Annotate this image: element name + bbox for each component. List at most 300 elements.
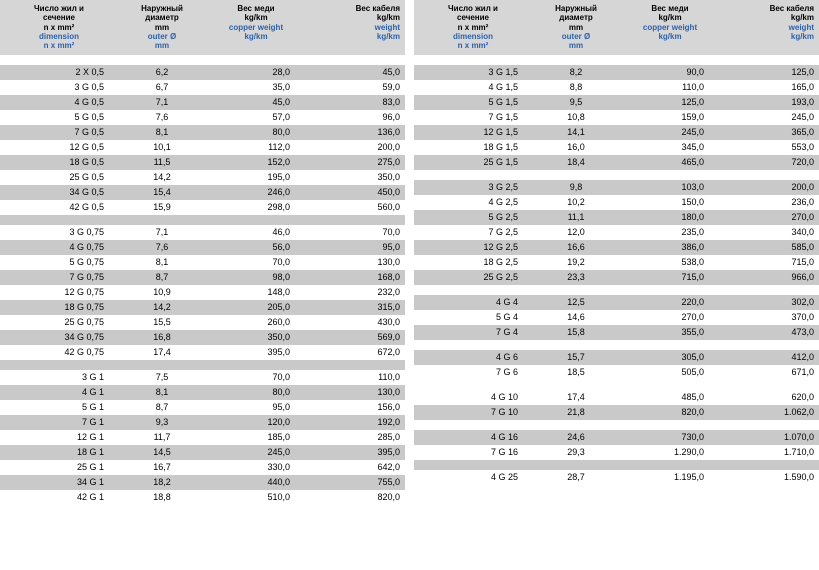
cell-dimension: 7 G 0,75: [0, 270, 118, 285]
cell-dimension: 3 G 1,5: [414, 65, 532, 80]
cell-copper-weight: 1.195,0: [620, 470, 720, 485]
cell-dimension: 12 G 1: [0, 430, 118, 445]
cell-cable-weight: 671,0: [720, 365, 819, 380]
cell-dimension: 5 G 1,5: [414, 95, 532, 110]
spacer-cell: [0, 215, 405, 225]
table-row: [414, 110, 819, 125]
cell-copper-weight: 195,0: [206, 170, 306, 185]
cell-outer-diameter: 6,2: [118, 65, 206, 80]
table-row: [414, 155, 819, 170]
header-cell-copper-weight: [206, 0, 306, 55]
cell-cable-weight: 553,0: [720, 140, 819, 155]
cell-copper-weight: 159,0: [620, 110, 720, 125]
table-row: [414, 270, 819, 285]
cell-dimension: 3 G 0,5: [0, 80, 118, 95]
cell-copper-weight: 305,0: [620, 350, 720, 365]
cell-dimension: 7 G 4: [414, 325, 532, 340]
cell-copper-weight: 56,0: [206, 240, 306, 255]
cell-copper-weight: 185,0: [206, 430, 306, 445]
header-row: [0, 0, 405, 55]
table-row: [0, 330, 405, 345]
cell-outer-diameter: 14,2: [118, 300, 206, 315]
cell-outer-diameter: 8,1: [118, 125, 206, 140]
left-table-block: [0, 0, 405, 570]
cell-copper-weight: 35,0: [206, 80, 306, 95]
table-row: [414, 295, 819, 310]
header-ru-line-2: сечение: [457, 13, 489, 23]
cell-cable-weight: 130,0: [306, 385, 405, 400]
cell-cable-weight: 720,0: [720, 155, 819, 170]
cell-dimension: 4 G 16: [414, 430, 532, 445]
cell-copper-weight: 90,0: [620, 65, 720, 80]
cell-dimension: 25 G 1,5: [414, 155, 532, 170]
cell-outer-diameter: 16,8: [118, 330, 206, 345]
header-cell-cable-weight: [720, 0, 819, 55]
cell-dimension: 34 G 0,5: [0, 185, 118, 200]
cell-cable-weight: 59,0: [306, 80, 405, 95]
header-cell-dimension: [414, 0, 532, 55]
cell-outer-diameter: 15,8: [532, 325, 620, 340]
cell-copper-weight: 45,0: [206, 95, 306, 110]
cell-dimension: 4 G 0,5: [0, 95, 118, 110]
cell-dimension: 2 X 0,5: [0, 65, 118, 80]
cell-dimension: 5 G 1: [0, 400, 118, 415]
header-en-line-1: weight: [374, 22, 400, 32]
cell-cable-weight: 560,0: [306, 200, 405, 215]
cell-outer-diameter: 18,8: [118, 490, 206, 505]
cell-copper-weight: 112,0: [206, 140, 306, 155]
cell-cable-weight: 270,0: [720, 210, 819, 225]
table-row: [414, 470, 819, 485]
cell-outer-diameter: 9,8: [532, 180, 620, 195]
cell-copper-weight: 485,0: [620, 390, 720, 405]
cell-outer-diameter: 11,5: [118, 155, 206, 170]
cell-cable-weight: 755,0: [306, 475, 405, 490]
table-header-left: [0, 0, 405, 55]
cell-dimension: 18 G 2,5: [414, 255, 532, 270]
header-ru-line-1: Наружный: [555, 4, 597, 13]
cell-outer-diameter: 29,3: [532, 445, 620, 460]
table-row: [0, 140, 405, 155]
cell-dimension: 7 G 0,5: [0, 125, 118, 140]
cell-dimension: 5 G 0,75: [0, 255, 118, 270]
cell-copper-weight: 120,0: [206, 415, 306, 430]
cell-outer-diameter: 12,0: [532, 225, 620, 240]
table-row: [0, 345, 405, 360]
header-en-line-1: outer Ø: [147, 31, 177, 41]
cell-cable-weight: 1.070,0: [720, 430, 819, 445]
cell-copper-weight: 350,0: [206, 330, 306, 345]
cell-cable-weight: 130,0: [306, 255, 405, 270]
cell-copper-weight: 386,0: [620, 240, 720, 255]
table-row: [0, 255, 405, 270]
cell-cable-weight: 156,0: [306, 400, 405, 415]
header-en-line-2: kg/km: [244, 31, 268, 41]
table-row: [414, 325, 819, 340]
cell-outer-diameter: 8,8: [532, 80, 620, 95]
cell-dimension: 5 G 0,5: [0, 110, 118, 125]
cell-outer-diameter: 28,7: [532, 470, 620, 485]
cell-cable-weight: 285,0: [306, 430, 405, 445]
cell-copper-weight: 715,0: [620, 270, 720, 285]
cell-outer-diameter: 16,7: [118, 460, 206, 475]
table-spacer-row: [414, 460, 819, 470]
cell-outer-diameter: 19,2: [532, 255, 620, 270]
cell-cable-weight: 585,0: [720, 240, 819, 255]
cell-outer-diameter: 14,2: [118, 170, 206, 185]
table-row: [0, 240, 405, 255]
table-row: [414, 350, 819, 365]
cell-dimension: 25 G 2,5: [414, 270, 532, 285]
table-body-right: [414, 55, 819, 485]
table-row: [0, 460, 405, 475]
header-ru-line-3: mm: [568, 22, 584, 32]
header-ru-line-1: Вес кабеля: [769, 4, 814, 13]
cell-dimension: 12 G 0,5: [0, 140, 118, 155]
cell-outer-diameter: 17,4: [532, 390, 620, 405]
table-row: [0, 95, 405, 110]
cell-outer-diameter: 21,8: [532, 405, 620, 420]
cell-cable-weight: 370,0: [720, 310, 819, 325]
header-en-line-2: kg/km: [658, 31, 682, 41]
cell-outer-diameter: 7,5: [118, 370, 206, 385]
cell-dimension: 18 G 1: [0, 445, 118, 460]
table-row: [414, 390, 819, 405]
cable-table-left: [0, 0, 405, 505]
cell-cable-weight: 340,0: [720, 225, 819, 240]
cell-dimension: 18 G 0,75: [0, 300, 118, 315]
cell-dimension: 25 G 0,5: [0, 170, 118, 185]
cell-cable-weight: 302,0: [720, 295, 819, 310]
table-row: [0, 385, 405, 400]
cell-copper-weight: 1.290,0: [620, 445, 720, 460]
cell-dimension: 7 G 16: [414, 445, 532, 460]
header-ru-line-1: Вес меди: [651, 4, 689, 13]
cell-copper-weight: 110,0: [620, 80, 720, 95]
table-row: [414, 80, 819, 95]
cell-cable-weight: 136,0: [306, 125, 405, 140]
cell-copper-weight: 148,0: [206, 285, 306, 300]
cell-dimension: 25 G 1: [0, 460, 118, 475]
cell-dimension: 34 G 1: [0, 475, 118, 490]
cell-dimension: 5 G 2,5: [414, 210, 532, 225]
cell-cable-weight: 232,0: [306, 285, 405, 300]
cell-outer-diameter: 7,1: [118, 95, 206, 110]
header-cell-cable-weight: [306, 0, 405, 55]
cell-copper-weight: 80,0: [206, 125, 306, 140]
cell-dimension: 5 G 4: [414, 310, 532, 325]
cell-outer-diameter: 6,7: [118, 80, 206, 95]
cell-outer-diameter: 8,2: [532, 65, 620, 80]
cell-outer-diameter: 8,1: [118, 385, 206, 400]
cell-copper-weight: 95,0: [206, 400, 306, 415]
cell-copper-weight: 465,0: [620, 155, 720, 170]
table-spacer-row: [414, 285, 819, 295]
table-row: [414, 255, 819, 270]
cell-copper-weight: 730,0: [620, 430, 720, 445]
cell-copper-weight: 80,0: [206, 385, 306, 400]
cell-dimension: 42 G 1: [0, 490, 118, 505]
cell-copper-weight: 98,0: [206, 270, 306, 285]
cell-cable-weight: 315,0: [306, 300, 405, 315]
cell-copper-weight: 820,0: [620, 405, 720, 420]
header-en-line-1: copper weight: [642, 22, 698, 32]
table-row: [414, 180, 819, 195]
table-row: [414, 310, 819, 325]
cell-copper-weight: 345,0: [620, 140, 720, 155]
table-row: [0, 125, 405, 140]
cell-copper-weight: 205,0: [206, 300, 306, 315]
header-en-line-1: weight: [788, 22, 814, 32]
spacer-cell: [414, 170, 819, 180]
cell-copper-weight: 125,0: [620, 95, 720, 110]
cell-outer-diameter: 16,0: [532, 140, 620, 155]
cell-cable-weight: 365,0: [720, 125, 819, 140]
cell-dimension: 3 G 2,5: [414, 180, 532, 195]
cell-outer-diameter: 8,7: [118, 270, 206, 285]
header-en-line-2: n x mm²: [43, 41, 75, 51]
cell-cable-weight: 412,0: [720, 350, 819, 365]
table-row: [0, 315, 405, 330]
table-row: [414, 95, 819, 110]
header-en-line-2: kg/km: [790, 31, 814, 41]
header-en-line-1: dimension: [38, 31, 79, 41]
table-row: [414, 140, 819, 155]
cell-copper-weight: 235,0: [620, 225, 720, 240]
cell-dimension: 42 G 0,75: [0, 345, 118, 360]
cell-outer-diameter: 15,7: [532, 350, 620, 365]
cell-dimension: 25 G 0,75: [0, 315, 118, 330]
cell-outer-diameter: 10,8: [532, 110, 620, 125]
table-row: [414, 65, 819, 80]
cell-cable-weight: 1.062,0: [720, 405, 819, 420]
table-row: [0, 490, 405, 505]
cell-outer-diameter: 23,3: [532, 270, 620, 285]
cell-outer-diameter: 15,5: [118, 315, 206, 330]
cell-cable-weight: 620,0: [720, 390, 819, 405]
cell-dimension: 7 G 1: [0, 415, 118, 430]
table-row: [0, 430, 405, 445]
cell-cable-weight: 672,0: [306, 345, 405, 360]
cell-copper-weight: 152,0: [206, 155, 306, 170]
cell-outer-diameter: 9,3: [118, 415, 206, 430]
cell-outer-diameter: 8,7: [118, 400, 206, 415]
cell-copper-weight: 510,0: [206, 490, 306, 505]
cell-copper-weight: 220,0: [620, 295, 720, 310]
table-row: [0, 225, 405, 240]
header-ru-line-3: n x mm²: [43, 22, 75, 32]
table-row: [414, 210, 819, 225]
table-row: [414, 405, 819, 420]
table-spacer-row: [414, 380, 819, 390]
cell-dimension: 12 G 2,5: [414, 240, 532, 255]
cell-outer-diameter: 8,1: [118, 255, 206, 270]
cell-outer-diameter: 12,5: [532, 295, 620, 310]
cell-cable-weight: 1.590,0: [720, 470, 819, 485]
table-row: [0, 445, 405, 460]
cell-cable-weight: 430,0: [306, 315, 405, 330]
cell-dimension: 12 G 1,5: [414, 125, 532, 140]
header-cell-dimension: [0, 0, 118, 55]
header-cell-copper-weight: [620, 0, 720, 55]
table-spacer-row: [414, 340, 819, 350]
cell-outer-diameter: 15,9: [118, 200, 206, 215]
cell-outer-diameter: 14,6: [532, 310, 620, 325]
cell-dimension: 4 G 6: [414, 350, 532, 365]
table-row: [0, 285, 405, 300]
table-row: [414, 430, 819, 445]
cell-copper-weight: 330,0: [206, 460, 306, 475]
cell-outer-diameter: 18,5: [532, 365, 620, 380]
cell-cable-weight: 110,0: [306, 370, 405, 385]
cell-dimension: 4 G 0,75: [0, 240, 118, 255]
header-row: [414, 0, 819, 55]
cell-dimension: 7 G 6: [414, 365, 532, 380]
cell-dimension: 7 G 1,5: [414, 110, 532, 125]
cell-copper-weight: 28,0: [206, 65, 306, 80]
cell-copper-weight: 505,0: [620, 365, 720, 380]
cell-dimension: 18 G 0,5: [0, 155, 118, 170]
header-en-line-1: copper weight: [228, 22, 284, 32]
cell-cable-weight: 200,0: [720, 180, 819, 195]
header-ru-line-2: сечение: [43, 13, 75, 23]
header-ru-line-1: Число жил и: [34, 4, 84, 13]
cell-dimension: 7 G 10: [414, 405, 532, 420]
spacer-cell: [414, 340, 819, 350]
table-row: [0, 65, 405, 80]
table-row: [414, 125, 819, 140]
table-row: [414, 195, 819, 210]
table-row: [0, 370, 405, 385]
table-row: [0, 155, 405, 170]
cell-outer-diameter: 24,6: [532, 430, 620, 445]
header-ru-line-2: kg/km: [244, 13, 268, 23]
cell-dimension: 3 G 0,75: [0, 225, 118, 240]
cell-copper-weight: 298,0: [206, 200, 306, 215]
header-en-line-2: kg/km: [376, 31, 400, 41]
table-row: [0, 475, 405, 490]
cell-copper-weight: 70,0: [206, 370, 306, 385]
cell-cable-weight: 642,0: [306, 460, 405, 475]
cell-dimension: 4 G 1: [0, 385, 118, 400]
table-spacer-row: [414, 170, 819, 180]
cell-dimension: 12 G 0,75: [0, 285, 118, 300]
cell-outer-diameter: 10,9: [118, 285, 206, 300]
cell-dimension: 3 G 1: [0, 370, 118, 385]
header-en-line-1: outer Ø: [561, 31, 591, 41]
cell-cable-weight: 450,0: [306, 185, 405, 200]
cell-outer-diameter: 10,2: [532, 195, 620, 210]
header-en-line-2: mm: [154, 41, 170, 51]
header-ru-line-1: Наружный: [141, 4, 183, 13]
cell-dimension: 4 G 10: [414, 390, 532, 405]
cell-cable-weight: 473,0: [720, 325, 819, 340]
spacer-cell: [414, 55, 819, 65]
cell-outer-diameter: 9,5: [532, 95, 620, 110]
spacer-cell: [414, 380, 819, 390]
cell-copper-weight: 180,0: [620, 210, 720, 225]
cell-copper-weight: 70,0: [206, 255, 306, 270]
header-cell-outer-diameter: [118, 0, 206, 55]
cell-copper-weight: 538,0: [620, 255, 720, 270]
cell-outer-diameter: 14,1: [532, 125, 620, 140]
cell-cable-weight: 245,0: [720, 110, 819, 125]
cell-cable-weight: 200,0: [306, 140, 405, 155]
cell-outer-diameter: 17,4: [118, 345, 206, 360]
cell-copper-weight: 103,0: [620, 180, 720, 195]
table-row: [0, 200, 405, 215]
header-ru-line-2: диаметр: [145, 13, 179, 23]
table-row: [0, 80, 405, 95]
header-ru-line-1: Вес меди: [237, 4, 275, 13]
spacer-cell: [0, 360, 405, 370]
cell-cable-weight: 96,0: [306, 110, 405, 125]
cell-cable-weight: 83,0: [306, 95, 405, 110]
header-ru-line-2: диаметр: [559, 13, 593, 23]
cell-cable-weight: 275,0: [306, 155, 405, 170]
cell-cable-weight: 95,0: [306, 240, 405, 255]
cell-outer-diameter: 18,4: [532, 155, 620, 170]
cell-dimension: 4 G 2,5: [414, 195, 532, 210]
cell-cable-weight: 165,0: [720, 80, 819, 95]
cable-table-right: [414, 0, 819, 485]
header-ru-line-1: Вес кабеля: [355, 4, 400, 13]
header-ru-line-2: kg/km: [658, 13, 682, 23]
cell-copper-weight: 355,0: [620, 325, 720, 340]
cell-dimension: 7 G 2,5: [414, 225, 532, 240]
table-row: [0, 270, 405, 285]
cell-cable-weight: 350,0: [306, 170, 405, 185]
cell-copper-weight: 245,0: [620, 125, 720, 140]
table-row: [0, 185, 405, 200]
table-row: [414, 365, 819, 380]
table-row: [414, 445, 819, 460]
cell-copper-weight: 57,0: [206, 110, 306, 125]
table-row: [0, 300, 405, 315]
header-en-line-2: n x mm²: [457, 41, 489, 51]
cell-cable-weight: 236,0: [720, 195, 819, 210]
cell-outer-diameter: 7,6: [118, 110, 206, 125]
cell-cable-weight: 70,0: [306, 225, 405, 240]
header-en-line-2: mm: [568, 41, 584, 51]
cell-dimension: 4 G 4: [414, 295, 532, 310]
header-ru-line-1: Число жил и: [448, 4, 498, 13]
cell-copper-weight: 440,0: [206, 475, 306, 490]
table-body-left: [0, 55, 405, 505]
cell-cable-weight: 966,0: [720, 270, 819, 285]
cell-copper-weight: 245,0: [206, 445, 306, 460]
header-ru-line-3: mm: [154, 22, 170, 32]
cell-copper-weight: 46,0: [206, 225, 306, 240]
cell-dimension: 42 G 0,5: [0, 200, 118, 215]
table-row: [0, 110, 405, 125]
cell-outer-diameter: 15,4: [118, 185, 206, 200]
table-spacer-row: [414, 420, 819, 430]
cell-copper-weight: 395,0: [206, 345, 306, 360]
table-spacer-row: [0, 55, 405, 65]
table-row: [0, 400, 405, 415]
header-cell-outer-diameter: [532, 0, 620, 55]
cell-dimension: 4 G 25: [414, 470, 532, 485]
cell-cable-weight: 820,0: [306, 490, 405, 505]
table-row: [0, 170, 405, 185]
cell-outer-diameter: 16,6: [532, 240, 620, 255]
spacer-cell: [414, 285, 819, 295]
table-row: [414, 240, 819, 255]
right-table-block: [414, 0, 819, 570]
spacer-cell: [414, 420, 819, 430]
table-spacer-row: [414, 55, 819, 65]
